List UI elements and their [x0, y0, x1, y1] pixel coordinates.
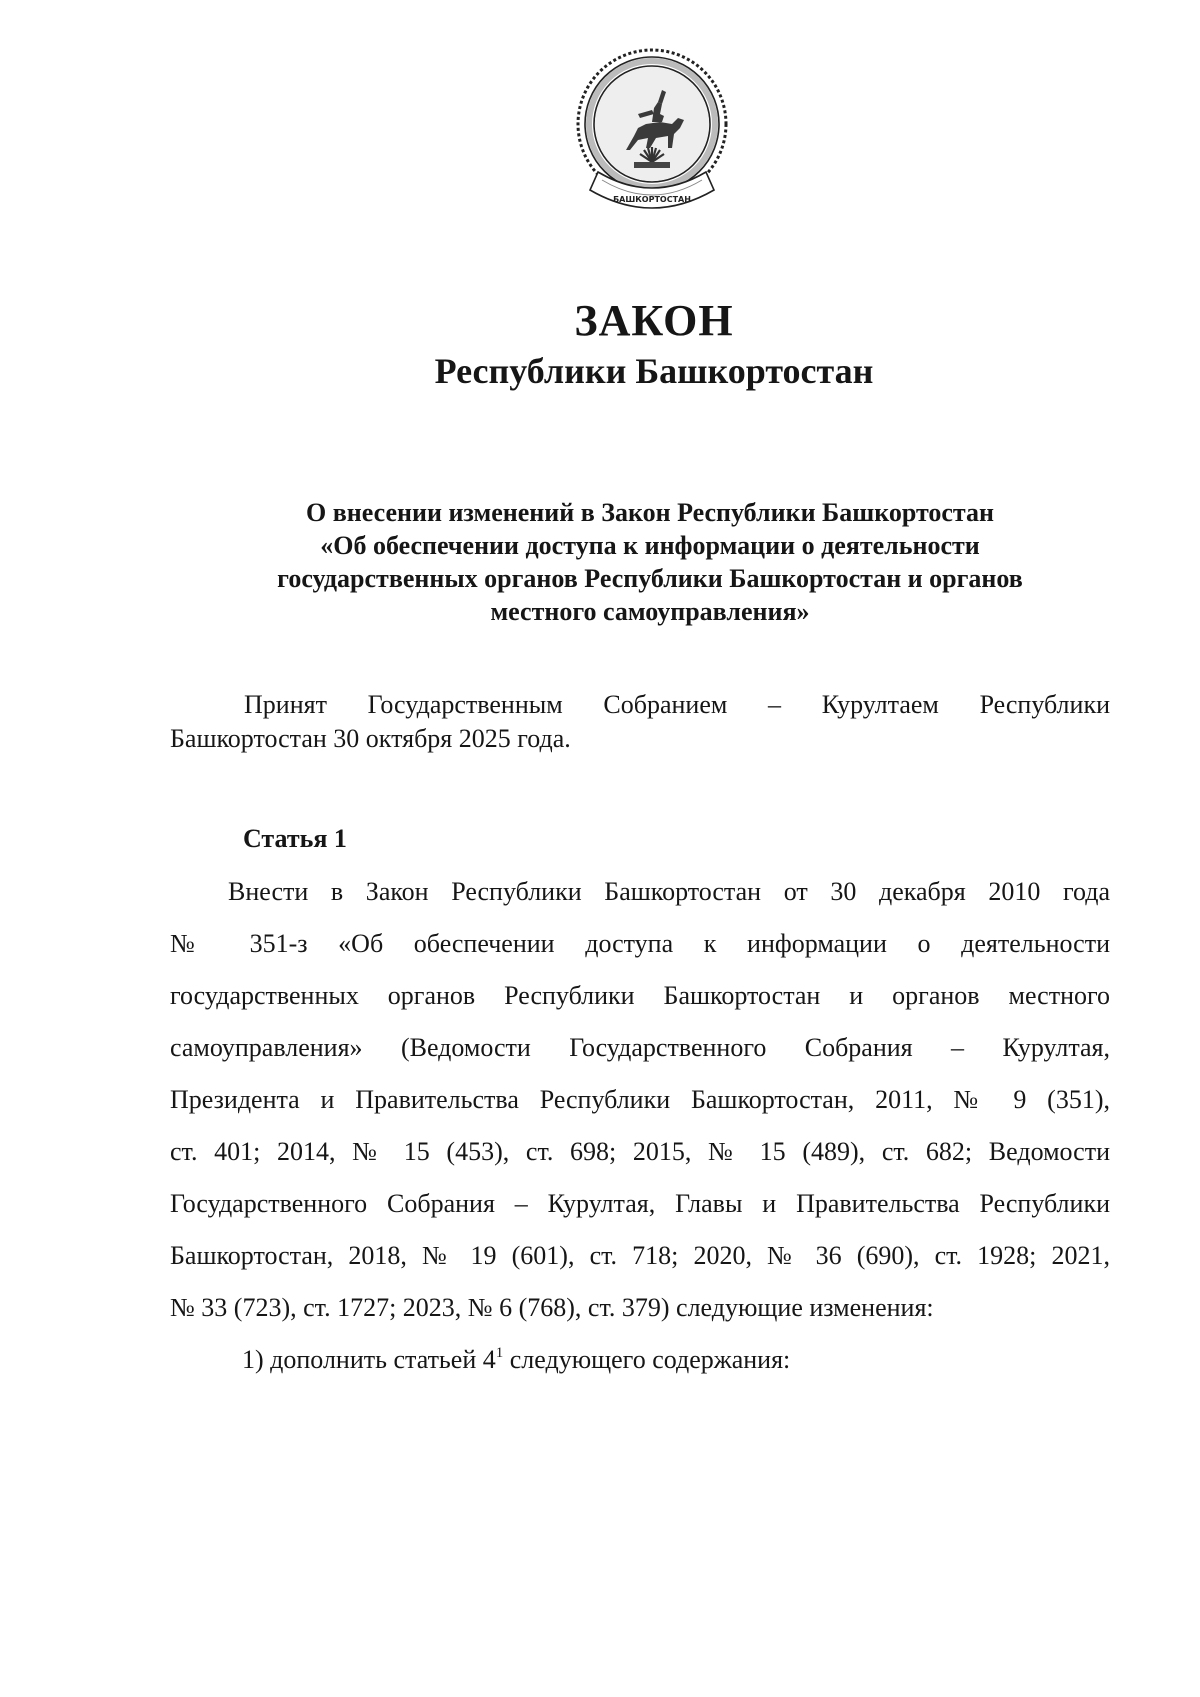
article-line: Башкортостан, 2018, № 19 (601), ст. 718; 2020, № 36 (690), ст. 1928; 2021,	[170, 1241, 1110, 1270]
subject-line: «Об обеспечении доступа к информации о деятельности	[320, 531, 980, 560]
item-superscript: 1	[495, 1345, 504, 1361]
list-item	[242, 1334, 790, 1386]
law-subject	[200, 496, 1100, 628]
article-line: государственных органов Республики Башкортостан и органов местного	[170, 981, 1110, 1010]
article-line: № 351-з «Об обеспечении доступа к информации о деятельности	[170, 929, 1110, 958]
article-line: ст. 401; 2014, № 15 (453), ст. 698; 2015, № 15 (489), ст. 682; Ведомости	[170, 1137, 1110, 1166]
title-block	[0, 296, 1200, 396]
adoption-line: Башкортостан 30 октября 2025 года.	[170, 724, 571, 753]
emblem-ribbon-text: БАШКОРТОСТАН	[613, 195, 691, 204]
article-line: самоуправления» (Ведомости Государственного Собрания – Курултая,	[170, 1033, 1110, 1062]
subject-line: О внесении изменений в Закон Республики Башкортостан	[306, 498, 994, 527]
article-line: Президента и Правительства Республики Башкортостан, 2011, № 9 (351),	[170, 1085, 1110, 1114]
article-line: Государственного Собрания – Курултая, Главы и Правительства Республики	[170, 1189, 1110, 1218]
article-line: Внести в Закон Республики Башкортостан от 30 декабря 2010 года	[228, 877, 1110, 906]
adoption-line: Принят Государственным Собранием – Курултаем Республики	[244, 690, 1110, 719]
item-text-after: следующего содержания:	[503, 1345, 791, 1374]
subject-line: государственных органов Республики Башкортостан и органов	[277, 564, 1023, 593]
page-subtitle: Республики Башкортостан	[434, 351, 874, 391]
article-body	[170, 866, 1110, 1334]
adoption-note	[170, 688, 1110, 756]
article-line: № 33 (723), ст. 1727; 2023, № 6 (768), ст. 379) следующие изменения:	[170, 1293, 934, 1322]
page-title: ЗАКОН	[574, 296, 734, 345]
subject-line: местного самоуправления»	[490, 597, 810, 626]
item-text-before: 1) дополнить статьей 4	[242, 1345, 496, 1374]
bashkortostan-coat-of-arms-icon	[568, 44, 736, 236]
article-heading: Статья 1	[243, 824, 347, 853]
